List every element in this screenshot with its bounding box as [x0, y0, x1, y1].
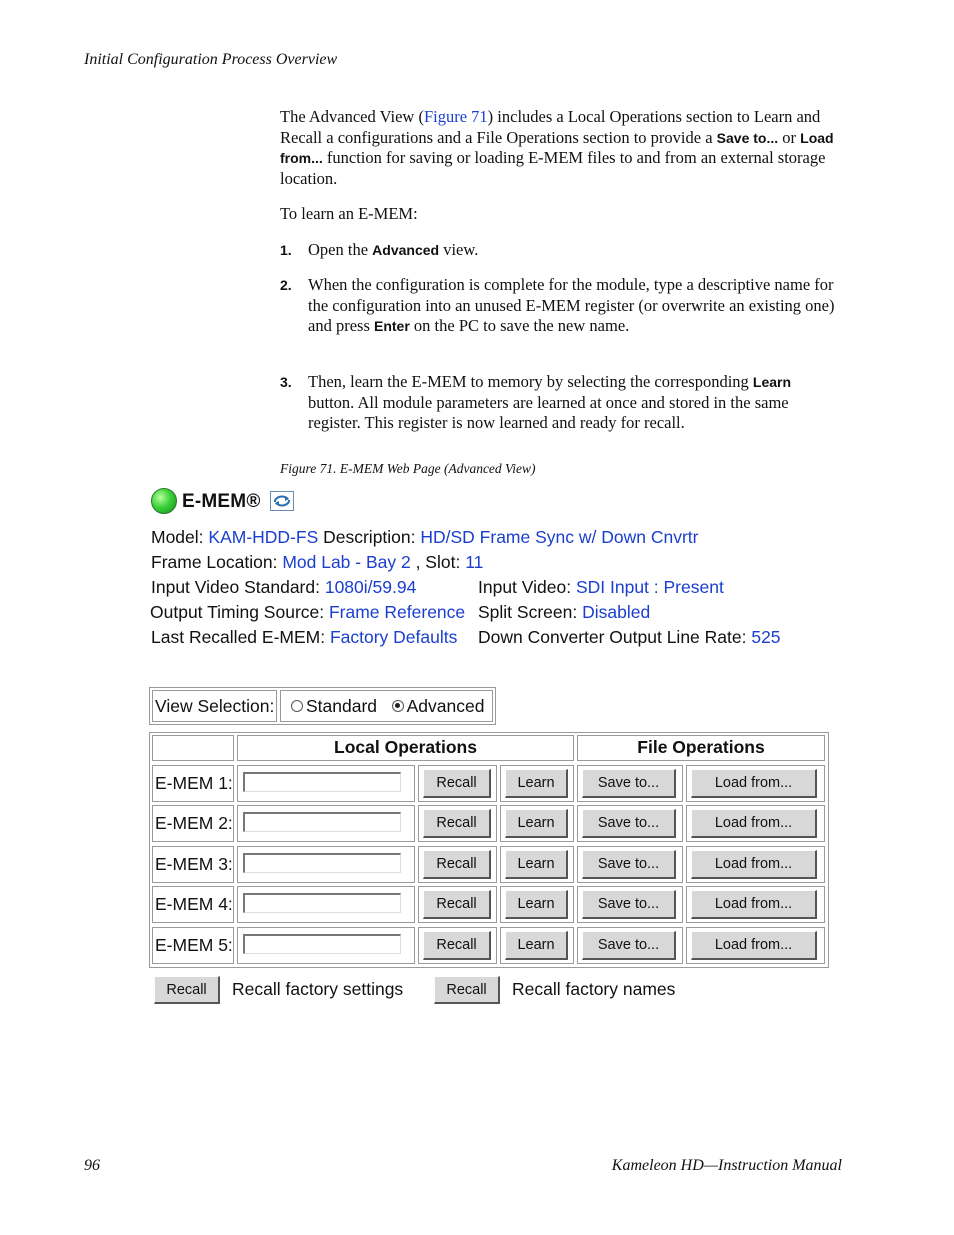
row-label: E-MEM 2:	[152, 805, 234, 842]
learn-button[interactable]: Learn	[505, 890, 568, 919]
load-from-button[interactable]: Load from...	[691, 931, 817, 960]
recall-button[interactable]: Recall	[423, 931, 491, 960]
input-video: Input Video: SDI Input : Present	[478, 577, 724, 597]
emem-name-input[interactable]	[243, 853, 401, 873]
emem-operations-table	[149, 732, 829, 968]
input-video-standard: Input Video Standard: 1080i/59.94	[151, 577, 417, 597]
save-to-button[interactable]: Save to...	[582, 931, 676, 960]
view-radio-group: Standard Advanced	[280, 690, 493, 722]
emem-name-input[interactable]	[243, 934, 401, 954]
load-from-button[interactable]: Load from...	[691, 769, 817, 798]
row-label: E-MEM 4:	[152, 886, 234, 923]
row-label: E-MEM 5:	[152, 927, 234, 964]
factory-recall-row	[148, 975, 838, 1005]
emem-title-bar	[148, 485, 448, 519]
name-cell	[237, 846, 415, 883]
load-from-button[interactable]: Load from...	[691, 850, 817, 879]
row-label: E-MEM 1:	[152, 765, 234, 802]
learn-cell	[500, 927, 574, 964]
load-from-button[interactable]: Load from...	[691, 809, 817, 838]
view-selection-label: View Selection:	[152, 690, 277, 722]
table-corner	[152, 735, 234, 761]
save-cell	[577, 927, 683, 964]
emem-name-input[interactable]	[243, 893, 401, 913]
recall-factory-names-button[interactable]: Recall	[434, 976, 500, 1004]
view-selection	[149, 687, 496, 725]
load-cell	[686, 765, 825, 802]
recall-factory-settings-button[interactable]: Recall	[154, 976, 220, 1004]
recall-button[interactable]: Recall	[423, 890, 491, 919]
learn-cell	[500, 805, 574, 842]
row-label: E-MEM 3:	[152, 846, 234, 883]
learn-button[interactable]: Learn	[505, 931, 568, 960]
name-cell	[237, 765, 415, 802]
recall-button[interactable]: Recall	[423, 769, 491, 798]
emem-name-input[interactable]	[243, 772, 401, 792]
recall-factory-names-label: Recall factory names	[512, 979, 676, 999]
model-line: Model: KAM-HDD-FS Description: HD/SD Frame Sync w/ Down Cnvrtr	[151, 527, 699, 547]
refresh-icon[interactable]	[270, 491, 294, 511]
intro-paragraph: The Advanced View (Figure 71) includes a Local Operations section to Learn and Recall a configurations and a File Operations section to provide a Save to... or Load from... function for saving or loading E-MEM files to and from an external storage location.	[280, 107, 834, 188]
file-ops-header: File Operations	[577, 735, 825, 761]
save-to-button[interactable]: Save to...	[582, 850, 676, 879]
learn-cell	[500, 765, 574, 802]
save-to-button[interactable]: Save to...	[582, 809, 676, 838]
procedure-intro: To learn an E-MEM:	[280, 204, 418, 223]
status-led-icon	[151, 488, 177, 514]
load-from-button[interactable]: Load from...	[691, 890, 817, 919]
save-cell	[577, 846, 683, 883]
recall-cell	[418, 765, 497, 802]
figure-link[interactable]: Figure 71	[423, 107, 488, 126]
save-to-button[interactable]: Save to...	[582, 890, 676, 919]
radio-advanced[interactable]	[392, 700, 404, 712]
recall-cell	[418, 805, 497, 842]
figure-caption: Figure 71. E-MEM Web Page (Advanced View)	[280, 461, 536, 476]
emem-name-input[interactable]	[243, 812, 401, 832]
recall-factory-settings-label: Recall factory settings	[232, 979, 404, 999]
name-cell	[237, 805, 415, 842]
learn-cell	[500, 846, 574, 883]
manual-title: Kameleon HD—Instruction Manual	[611, 1157, 842, 1174]
recall-cell	[418, 927, 497, 964]
save-cell	[577, 886, 683, 923]
learn-cell	[500, 886, 574, 923]
name-cell	[237, 927, 415, 964]
learn-button[interactable]: Learn	[505, 769, 568, 798]
learn-button[interactable]: Learn	[505, 850, 568, 879]
page-number: 96	[84, 1157, 100, 1174]
load-cell	[686, 886, 825, 923]
save-to-button[interactable]: Save to...	[582, 769, 676, 798]
last-recalled-emem: Last Recalled E-MEM: Factory Defaults	[151, 627, 458, 647]
learn-button[interactable]: Learn	[505, 809, 568, 838]
recall-cell	[418, 886, 497, 923]
load-cell	[686, 805, 825, 842]
recall-button[interactable]: Recall	[423, 850, 491, 879]
recall-cell	[418, 846, 497, 883]
name-cell	[237, 886, 415, 923]
frame-location-line: Frame Location: Mod Lab - Bay 2 , Slot: 11	[151, 552, 484, 572]
running-header: Initial Configuration Process Overview	[84, 51, 338, 68]
load-cell	[686, 927, 825, 964]
split-screen: Split Screen: Disabled	[478, 602, 651, 622]
load-cell	[686, 846, 825, 883]
down-converter-line-rate: Down Converter Output Line Rate: 525	[478, 627, 781, 647]
output-timing-source: Output Timing Source: Frame Reference	[150, 602, 466, 622]
recall-button[interactable]: Recall	[423, 809, 491, 838]
save-cell	[577, 805, 683, 842]
page-title: E-MEM®	[182, 491, 261, 512]
save-cell	[577, 765, 683, 802]
local-ops-header: Local Operations	[237, 735, 574, 761]
radio-standard[interactable]	[291, 700, 303, 712]
